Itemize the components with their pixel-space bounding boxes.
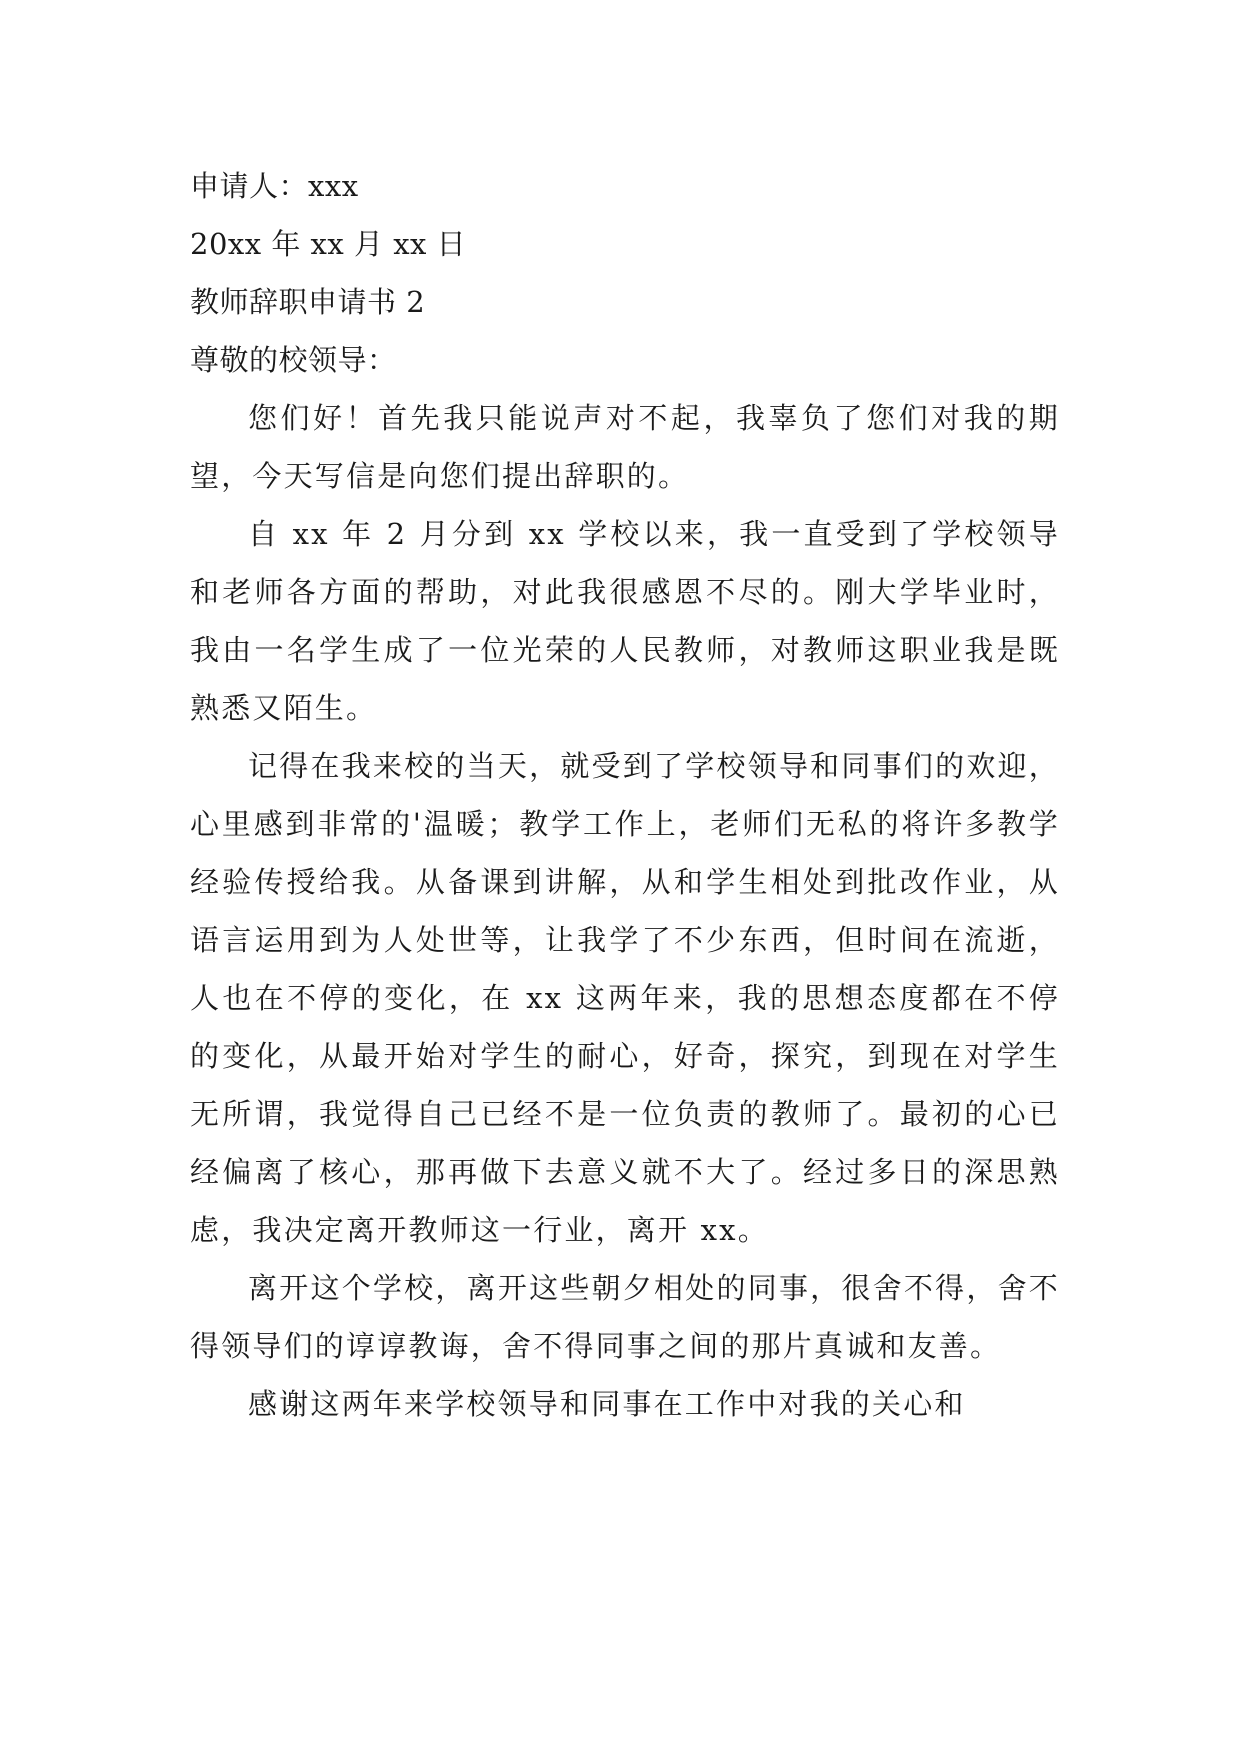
document-body	[190, 157, 1060, 1433]
paragraph-thanks: 感谢这两年来学校领导和同事在工作中对我的关心和	[248, 1387, 966, 1421]
date-line: 20xx 年 xx 月 xx 日	[190, 227, 467, 261]
paragraph-farewell: 离开这个学校，离开这些朝夕相处的同事，很舍不得，舍不得领导们的谆谆教诲，舍不得同事之间的那片真诚和友善。	[190, 1271, 1060, 1363]
paragraph-background: 自 xx 年 2 月分到 xx 学校以来，我一直受到了学校领导和老师各方面的帮助，对此我很感恩不尽的。刚大学毕业时，我由一名学生成了一位光荣的人民教师，对教师这职业我是既熟悉又陌生。	[190, 517, 1060, 725]
paragraph-greeting: 您们好！首先我只能说声对不起，我辜负了您们对我的期望，今天写信是向您们提出辞职的。	[190, 401, 1060, 493]
applicant-line: 申请人：xxx	[190, 169, 359, 203]
paragraph-experience: 记得在我来校的当天，就受到了学校领导和同事们的欢迎，心里感到非常的'温暖；教学工作上，老师们无私的将许多教学经验传授给我。从备课到讲解，从和学生相处到批改作业，从语言运用到为人处世等，让我学了不少东西，但时间在流逝，人也在不停的变化，在 xx 这两年来，我的思想态度都在不停的变化，从最开始对学生的耐心，好奇，探究，到现在对学生无所谓，我觉得自己已经不是一位负责的教师了。最初的心已经偏离了核心，那再做下去意义就不大了。经过多日的深思熟虑，我决定离开教师这一行业，离开 xx。	[190, 749, 1060, 1247]
letter-title: 教师辞职申请书 2	[190, 285, 426, 319]
salutation: 尊敬的校领导：	[190, 343, 397, 377]
